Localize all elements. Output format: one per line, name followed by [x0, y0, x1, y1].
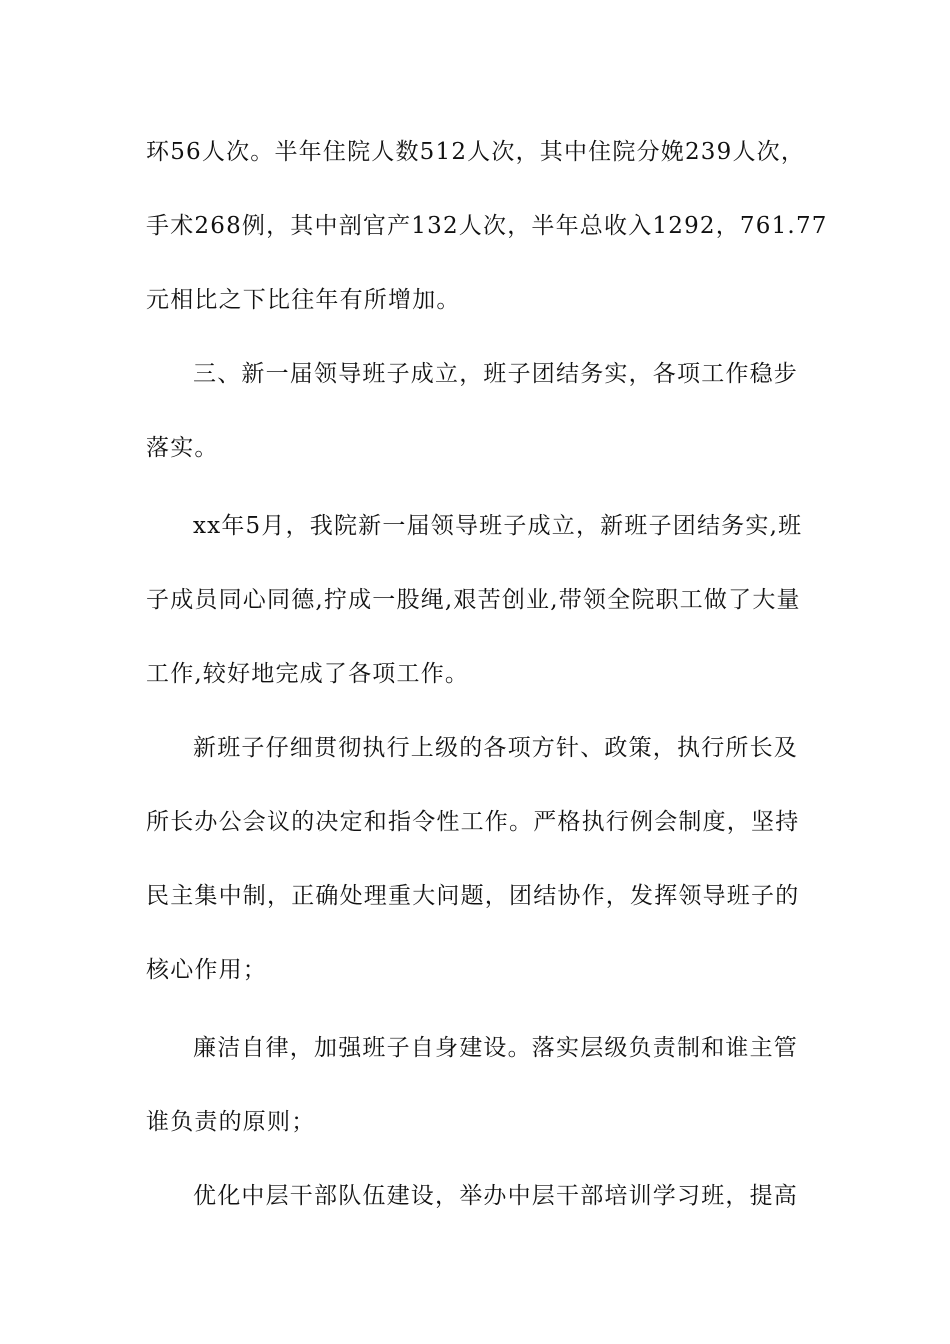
text-line: 民主集中制，正确处理重大问题，团结协作，发挥领导班子的: [146, 883, 800, 909]
text-line: 所长办公会议的决定和指令性工作。严格执行例会制度，坚持: [146, 809, 800, 835]
text-line: 新班子仔细贯彻执行上级的各项方针、政策，执行所长及: [193, 735, 798, 761]
text-line: 核心作用；: [146, 957, 267, 983]
text-line: 子成员同心同德,拧成一股绳,艰苦创业,带领全院职工做了大量: [146, 587, 801, 613]
text-line: 谁负责的原则；: [146, 1109, 316, 1135]
text-line: 优化中层干部队伍建设，举办中层干部培训学习班，提高: [193, 1183, 798, 1209]
section-heading-cont: 落实。: [146, 435, 219, 461]
text-line: 工作,较好地完成了各项工作。: [146, 661, 470, 687]
text-line: xx年5月，我院新一届领导班子成立，新班子团结务实,班: [193, 513, 803, 539]
section-heading: 三、新一届领导班子成立，班子团结务实，各项工作稳步: [193, 361, 798, 387]
text-line: 廉洁自律，加强班子自身建设。落实层级负责制和谁主管: [193, 1035, 798, 1061]
text-line: 环56人次。半年住院人数512人次，其中住院分娩239人次，: [146, 139, 806, 165]
text-line: 元相比之下比往年有所增加。: [146, 287, 461, 313]
text-line: 手术268例，其中剖官产132人次，半年总收入1292，761.77: [146, 213, 828, 239]
